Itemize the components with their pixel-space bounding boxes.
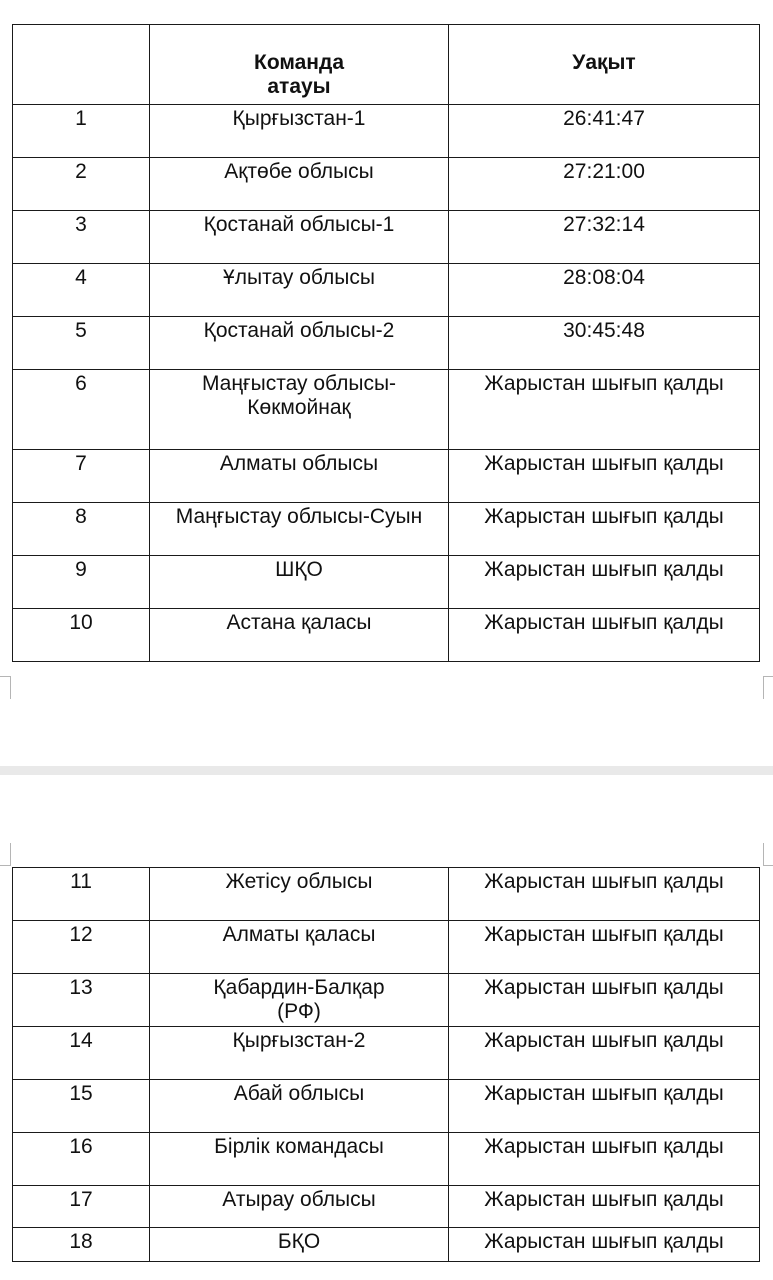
time-cell: Жарыстан шығып қалды bbox=[449, 556, 760, 609]
table-row bbox=[13, 1027, 760, 1080]
rank-cell: 6 bbox=[13, 370, 150, 450]
table-row bbox=[13, 1133, 760, 1186]
table-row bbox=[13, 609, 760, 662]
team-cell: Атырау облысы bbox=[150, 1186, 449, 1228]
time-cell: Жарыстан шығып қалды bbox=[449, 609, 760, 662]
time-cell: Жарыстан шығып қалды bbox=[449, 1133, 760, 1186]
rank-cell: 18 bbox=[13, 1228, 150, 1262]
time-cell: Жарыстан шығып қалды bbox=[449, 921, 760, 974]
rank-cell: 17 bbox=[13, 1186, 150, 1228]
rank-cell: 15 bbox=[13, 1080, 150, 1133]
table-row bbox=[13, 370, 760, 450]
time-cell: Жарыстан шығып қалды bbox=[449, 450, 760, 503]
page-corner-mark bbox=[763, 676, 773, 699]
header-team: Команда атауы bbox=[150, 25, 449, 105]
team-cell: БҚО bbox=[150, 1228, 449, 1262]
header-row bbox=[13, 25, 760, 105]
results-table-page-1 bbox=[12, 24, 760, 662]
team-cell: ШҚО bbox=[150, 556, 449, 609]
table-row bbox=[13, 1186, 760, 1228]
time-cell: Жарыстан шығып қалды bbox=[449, 1027, 760, 1080]
rank-cell: 14 bbox=[13, 1027, 150, 1080]
rank-cell: 10 bbox=[13, 609, 150, 662]
table-row bbox=[13, 1080, 760, 1133]
results-table-page-2 bbox=[12, 867, 760, 1262]
rank-cell: 12 bbox=[13, 921, 150, 974]
time-cell: 30:45:48 bbox=[449, 317, 760, 370]
time-cell: Жарыстан шығып қалды bbox=[449, 370, 760, 450]
table-row bbox=[13, 264, 760, 317]
table-row bbox=[13, 974, 760, 1027]
rank-cell: 13 bbox=[13, 974, 150, 1027]
rank-cell: 2 bbox=[13, 158, 150, 211]
team-cell: Маңғыстау облысы-Көкмойнақ bbox=[150, 370, 449, 450]
header-time: Уақыт bbox=[449, 25, 760, 105]
table-row bbox=[13, 1228, 760, 1262]
table-row bbox=[13, 503, 760, 556]
rank-cell: 5 bbox=[13, 317, 150, 370]
rank-cell: 11 bbox=[13, 868, 150, 921]
team-cell: Ақтөбе облысы bbox=[150, 158, 449, 211]
time-cell: 28:08:04 bbox=[449, 264, 760, 317]
rank-cell: 9 bbox=[13, 556, 150, 609]
table-row bbox=[13, 868, 760, 921]
team-cell: Қырғызстан-2 bbox=[150, 1027, 449, 1080]
page-break bbox=[0, 766, 773, 775]
rank-cell: 4 bbox=[13, 264, 150, 317]
time-cell: 27:32:14 bbox=[449, 211, 760, 264]
table-row bbox=[13, 317, 760, 370]
table-row bbox=[13, 450, 760, 503]
team-cell: Қырғызстан-1 bbox=[150, 105, 449, 158]
time-cell: Жарыстан шығып қалды bbox=[449, 1080, 760, 1133]
time-cell: Жарыстан шығып қалды bbox=[449, 974, 760, 1027]
time-cell: Жарыстан шығып қалды bbox=[449, 868, 760, 921]
team-cell: Қабардин-Балқар (РФ) bbox=[150, 974, 449, 1027]
table-row bbox=[13, 921, 760, 974]
time-cell: 27:21:00 bbox=[449, 158, 760, 211]
document-page-2 bbox=[0, 775, 773, 1280]
table-row bbox=[13, 211, 760, 264]
time-cell: Жарыстан шығып қалды bbox=[449, 1228, 760, 1262]
rank-cell: 1 bbox=[13, 105, 150, 158]
team-cell: Жетісу облысы bbox=[150, 868, 449, 921]
rank-cell: 8 bbox=[13, 503, 150, 556]
page-corner-mark bbox=[0, 676, 11, 699]
page-corner-mark bbox=[0, 843, 11, 866]
team-cell: Қостанай облысы-2 bbox=[150, 317, 449, 370]
team-cell: Ұлытау облысы bbox=[150, 264, 449, 317]
team-cell: Алматы қаласы bbox=[150, 921, 449, 974]
time-cell: Жарыстан шығып қалды bbox=[449, 1186, 760, 1228]
team-cell: Маңғыстау облысы-Суын bbox=[150, 503, 449, 556]
table-row bbox=[13, 158, 760, 211]
time-cell: Жарыстан шығып қалды bbox=[449, 503, 760, 556]
rank-cell: 7 bbox=[13, 450, 150, 503]
page-corner-mark bbox=[763, 843, 773, 866]
team-cell: Астана қаласы bbox=[150, 609, 449, 662]
rank-cell: 16 bbox=[13, 1133, 150, 1186]
team-cell: Алматы облысы bbox=[150, 450, 449, 503]
team-cell: Қостанай облысы-1 bbox=[150, 211, 449, 264]
header-rank bbox=[13, 25, 150, 105]
table-row bbox=[13, 556, 760, 609]
rank-cell: 3 bbox=[13, 211, 150, 264]
team-cell: Абай облысы bbox=[150, 1080, 449, 1133]
team-cell: Бірлік командасы bbox=[150, 1133, 449, 1186]
time-cell: 26:41:47 bbox=[449, 105, 760, 158]
table-row bbox=[13, 105, 760, 158]
